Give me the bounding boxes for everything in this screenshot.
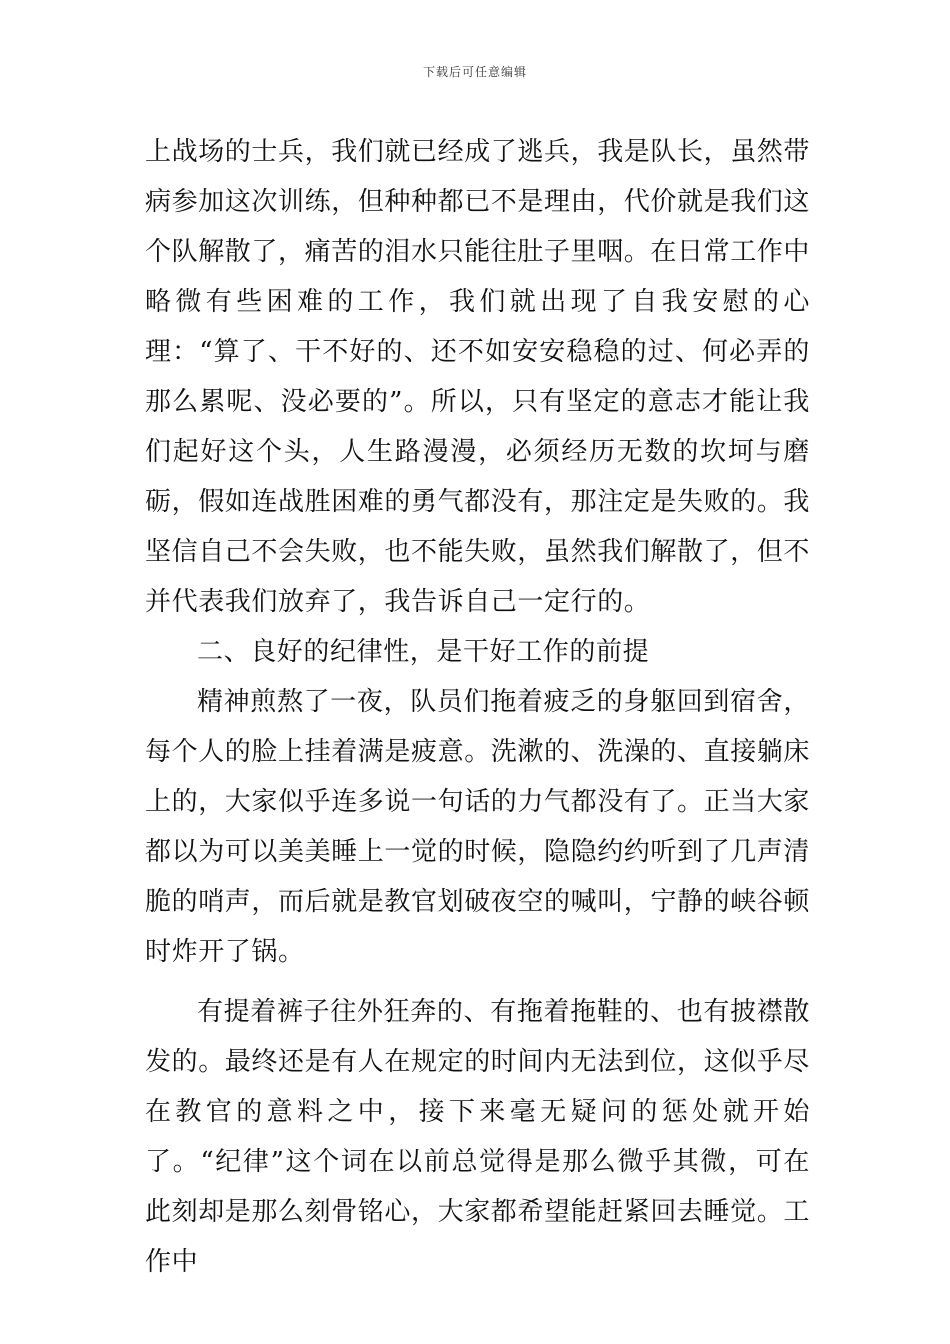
paragraph: 有提着裤子往外狂奔的、有拖着拖鞋的、也有披襟散发的。最终还是有人在规定的时间内无法到位，这似乎尽在教官的意料之中，接下来毫无疑问的惩处就开始了。“纪律”这个词在以前总觉得是那么微乎其微，可在此刻却是那么刻骨铭心，大家都希望能赶紧回去睡觉。工作中 [145,997,811,1277]
section-heading: 二、良好的纪律性，是干好工作的前提 [197,637,650,667]
paragraph-continued: 上战场的士兵，我们就已经成了逃兵，我是队长，虽然带病参加这次训练，但种种都已不是理由，代价就是我们这个队解散了，痛苦的泪水只能往肚子里咽。在日常工作中略微有些困难的工作，我们就出现了自我安慰的心理：“算了、干不好的、还不如安安稳稳的过、何必弄的那么累呢、没必要的”。所以，只有坚定的意志才能让我们起好这个头，人生路漫漫，必须经历无数的坎坷与磨砺，假如连战胜困难的勇气都没有，那注定是失败的。我坚信自己不会失败，也不能失败，虽然我们解散了，但不并代表我们放弃了，我告诉自己一定行的。 [145,137,811,617]
paragraph: 精神煎熬了一夜，队员们拖着疲乏的身躯回到宿舍，每个人的脸上挂着满是疲意。洗漱的、洗澡的、直接躺床上的，大家似乎连多说一句话的力气都没有了。正当大家都以为可以美美睡上一觉的时候，隐隐约约听到了几声清脆的哨声，而后就是教官划破夜空的喊叫，宁静的峡谷顿时炸开了锅。 [145,687,811,967]
page-header: 下载后可任意编辑 [422,65,527,79]
document-body [145,127,810,1287]
